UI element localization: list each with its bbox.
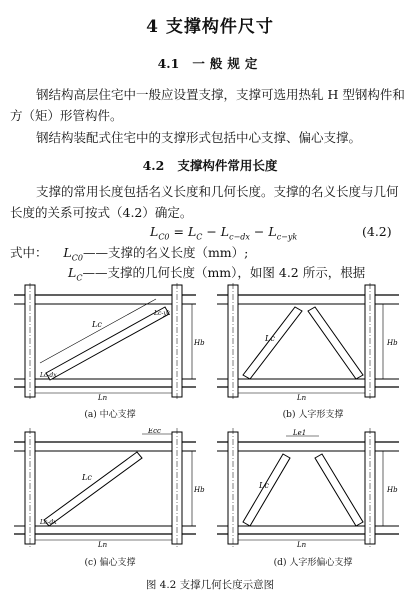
label-hb: Hb bbox=[387, 486, 398, 494]
section-number: 4.2 bbox=[142, 158, 165, 173]
label-ln: Ln bbox=[98, 394, 108, 401]
paragraph-2: 钢结构装配式住宅中的支撑形式包括中心支撑、偏心支撑。 bbox=[36, 130, 362, 145]
where-line-1: 式中： $L_{C0}——$支撑的名义长度（mm）; bbox=[10, 245, 249, 263]
figure-d-chevron-eccentric-brace bbox=[213, 428, 413, 548]
label-ln: Ln bbox=[297, 541, 307, 548]
label-lc: Lc bbox=[92, 320, 102, 329]
label-le1: Le1 bbox=[293, 429, 307, 437]
figure-b-caption: (b) 人字形支撑 bbox=[282, 410, 344, 420]
label-hb: Hb bbox=[194, 486, 205, 494]
chapter-title: 4 支撑构件尺寸 bbox=[146, 17, 274, 37]
equation-number: (4.2) bbox=[362, 224, 392, 239]
label-ln: Ln bbox=[98, 541, 108, 548]
label-lc: Lc bbox=[82, 473, 92, 482]
label-lc-dx: Lc-dx bbox=[40, 519, 57, 526]
figure-a-caption: (a) 中心支撑 bbox=[84, 410, 136, 420]
label-lc: Lc bbox=[265, 334, 275, 343]
label-ecc: Ecc bbox=[148, 428, 161, 435]
paragraph-1: 钢结构高层住宅中一般应设置支撑，支撑可选用热轧 H 型钢构件和方（矩）形管构件。 bbox=[10, 87, 405, 123]
figure-b-chevron-brace bbox=[213, 283, 413, 401]
label-hb: Hb bbox=[387, 339, 398, 347]
paragraph-3: 支撑的常用长度包括名义长度和几何长度。支撑的名义长度与几何长度的关系可按式（4.2）确定。 bbox=[10, 184, 399, 220]
label-lc-dx: Lc-dx bbox=[40, 372, 57, 379]
section-heading-4-1 bbox=[0, 54, 420, 72]
formula-4-2: $L_{C0} = L_C - L_{c-dx} - L_{c-yk}$ bbox=[150, 224, 298, 242]
section-title: 一般规定 bbox=[192, 56, 263, 71]
figure-c-caption: (c) 偏心支撑 bbox=[84, 558, 136, 568]
label-ln: Ln bbox=[297, 394, 307, 401]
where-line-2: $L_C——$支撑的几何长度（mm），如图 4.2 所示，根据 bbox=[68, 265, 366, 283]
figure-d-caption: (d) 人字形偏心支撑 bbox=[273, 558, 353, 568]
section-heading-4-2 bbox=[0, 156, 420, 174]
figure-caption: 图 4.2 支撑几何长度示意图 bbox=[145, 579, 275, 591]
label-lc: Lc bbox=[259, 481, 269, 490]
label-hb: Hb bbox=[194, 339, 205, 347]
section-number: 4.1 bbox=[157, 56, 180, 71]
section-title: 支撑构件常用长度 bbox=[177, 158, 278, 173]
label-lc-yk: Lc-yk bbox=[154, 310, 171, 317]
figure-c-eccentric-brace bbox=[10, 428, 210, 548]
figure-a-central-brace bbox=[10, 283, 210, 401]
